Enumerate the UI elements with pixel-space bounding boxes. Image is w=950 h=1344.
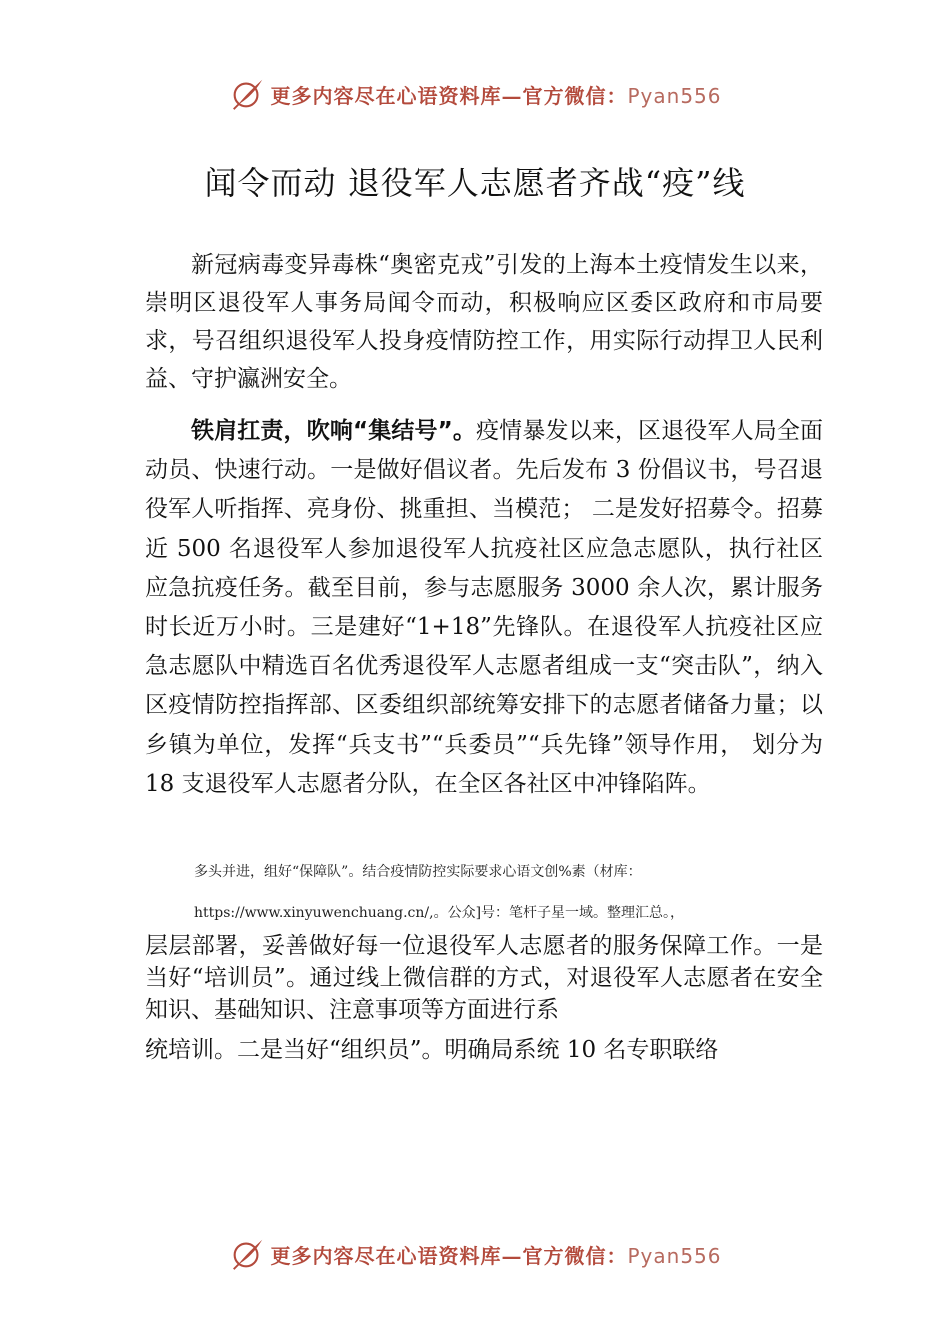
paragraph-support <box>145 930 823 1066</box>
quill-circle-logo-icon <box>228 75 266 113</box>
banner-text <box>270 1240 721 1269</box>
banner-label: 更多内容尽在心语资料库—官方微信： <box>270 1243 628 1268</box>
wechat-id: Pyan556 <box>627 1243 722 1268</box>
paragraph-assembly <box>145 412 823 804</box>
inserted-note-line-1: 多头并进，组好“保障队”。结合疫情防控实际要求心语文创%素（材库： <box>194 864 642 880</box>
document-title: 闻令而动 退役军人志愿者齐战“疫”线 <box>204 164 746 202</box>
banner-label: 更多内容尽在心语资料库—官方微信： <box>270 83 628 108</box>
quill-circle-logo-icon <box>228 1235 266 1273</box>
footer-banner <box>0 1234 950 1274</box>
banner-text <box>270 80 721 109</box>
paragraph-intro: 新冠病毒变异毒株“奥密克戎”引发的上海本土疫情发生以来，崇明区退役军人事务局闻令而动，积极响应区委区政府和市局要求，号召组织退役军人投身疫情防控工作，用实际行动捍卫人民利益、守护瀛洲安全。 <box>145 252 823 392</box>
paragraph-support-last-line: 统培训。二是当好“组织员”。明确局系统 10 名专职联络 <box>145 1037 719 1063</box>
paragraph-support-main: 层层部署，妥善做好每一位退役军人志愿者的服务保障工作。一是当好“培训员”。通过线上微信群的方式，对退役军人志愿者在安全知识、基础知识、注意事项等方面进行系 <box>145 933 823 1023</box>
paragraph-body: 疫情暴发以来，区退役军人局全面动员、快速行动。一是做好倡议者。先后发布 3 份倡议书，号召退役军人听指挥、亮身份、挑重担、当模范； 二是发好招募令。招募近 500 名退役军人参加退役军人抗疫社区应急志愿队，执行社区应急抗疫任务。截至目前，参与志愿服务 3000 余人次，累计服务时长近万小时。三是建好“1+18”先锋队。在退役军人抗疫社区应急志愿队中精选百名优秀退役军人志愿者组成一支“突击队”，纳入区疫情防控指挥部、区委组织部统筹安排下的志愿者储备力量；以乡镇为单位，发挥“兵支书”“兵委员”“兵先锋”领导作用， 划分为 18 支退役军人志愿者分队，在全区各社区中冲锋陷阵。 <box>145 418 823 797</box>
header-banner <box>0 74 950 114</box>
inserted-note-line-2: https://www.xinyuwenchuang.cn/,。公众]号：笔杆子星一域。整理汇总。， <box>194 905 685 921</box>
wechat-id: Pyan556 <box>627 83 722 108</box>
paragraph-lead-heading: 铁肩扛责，吹响“集结号”。 <box>191 418 477 444</box>
